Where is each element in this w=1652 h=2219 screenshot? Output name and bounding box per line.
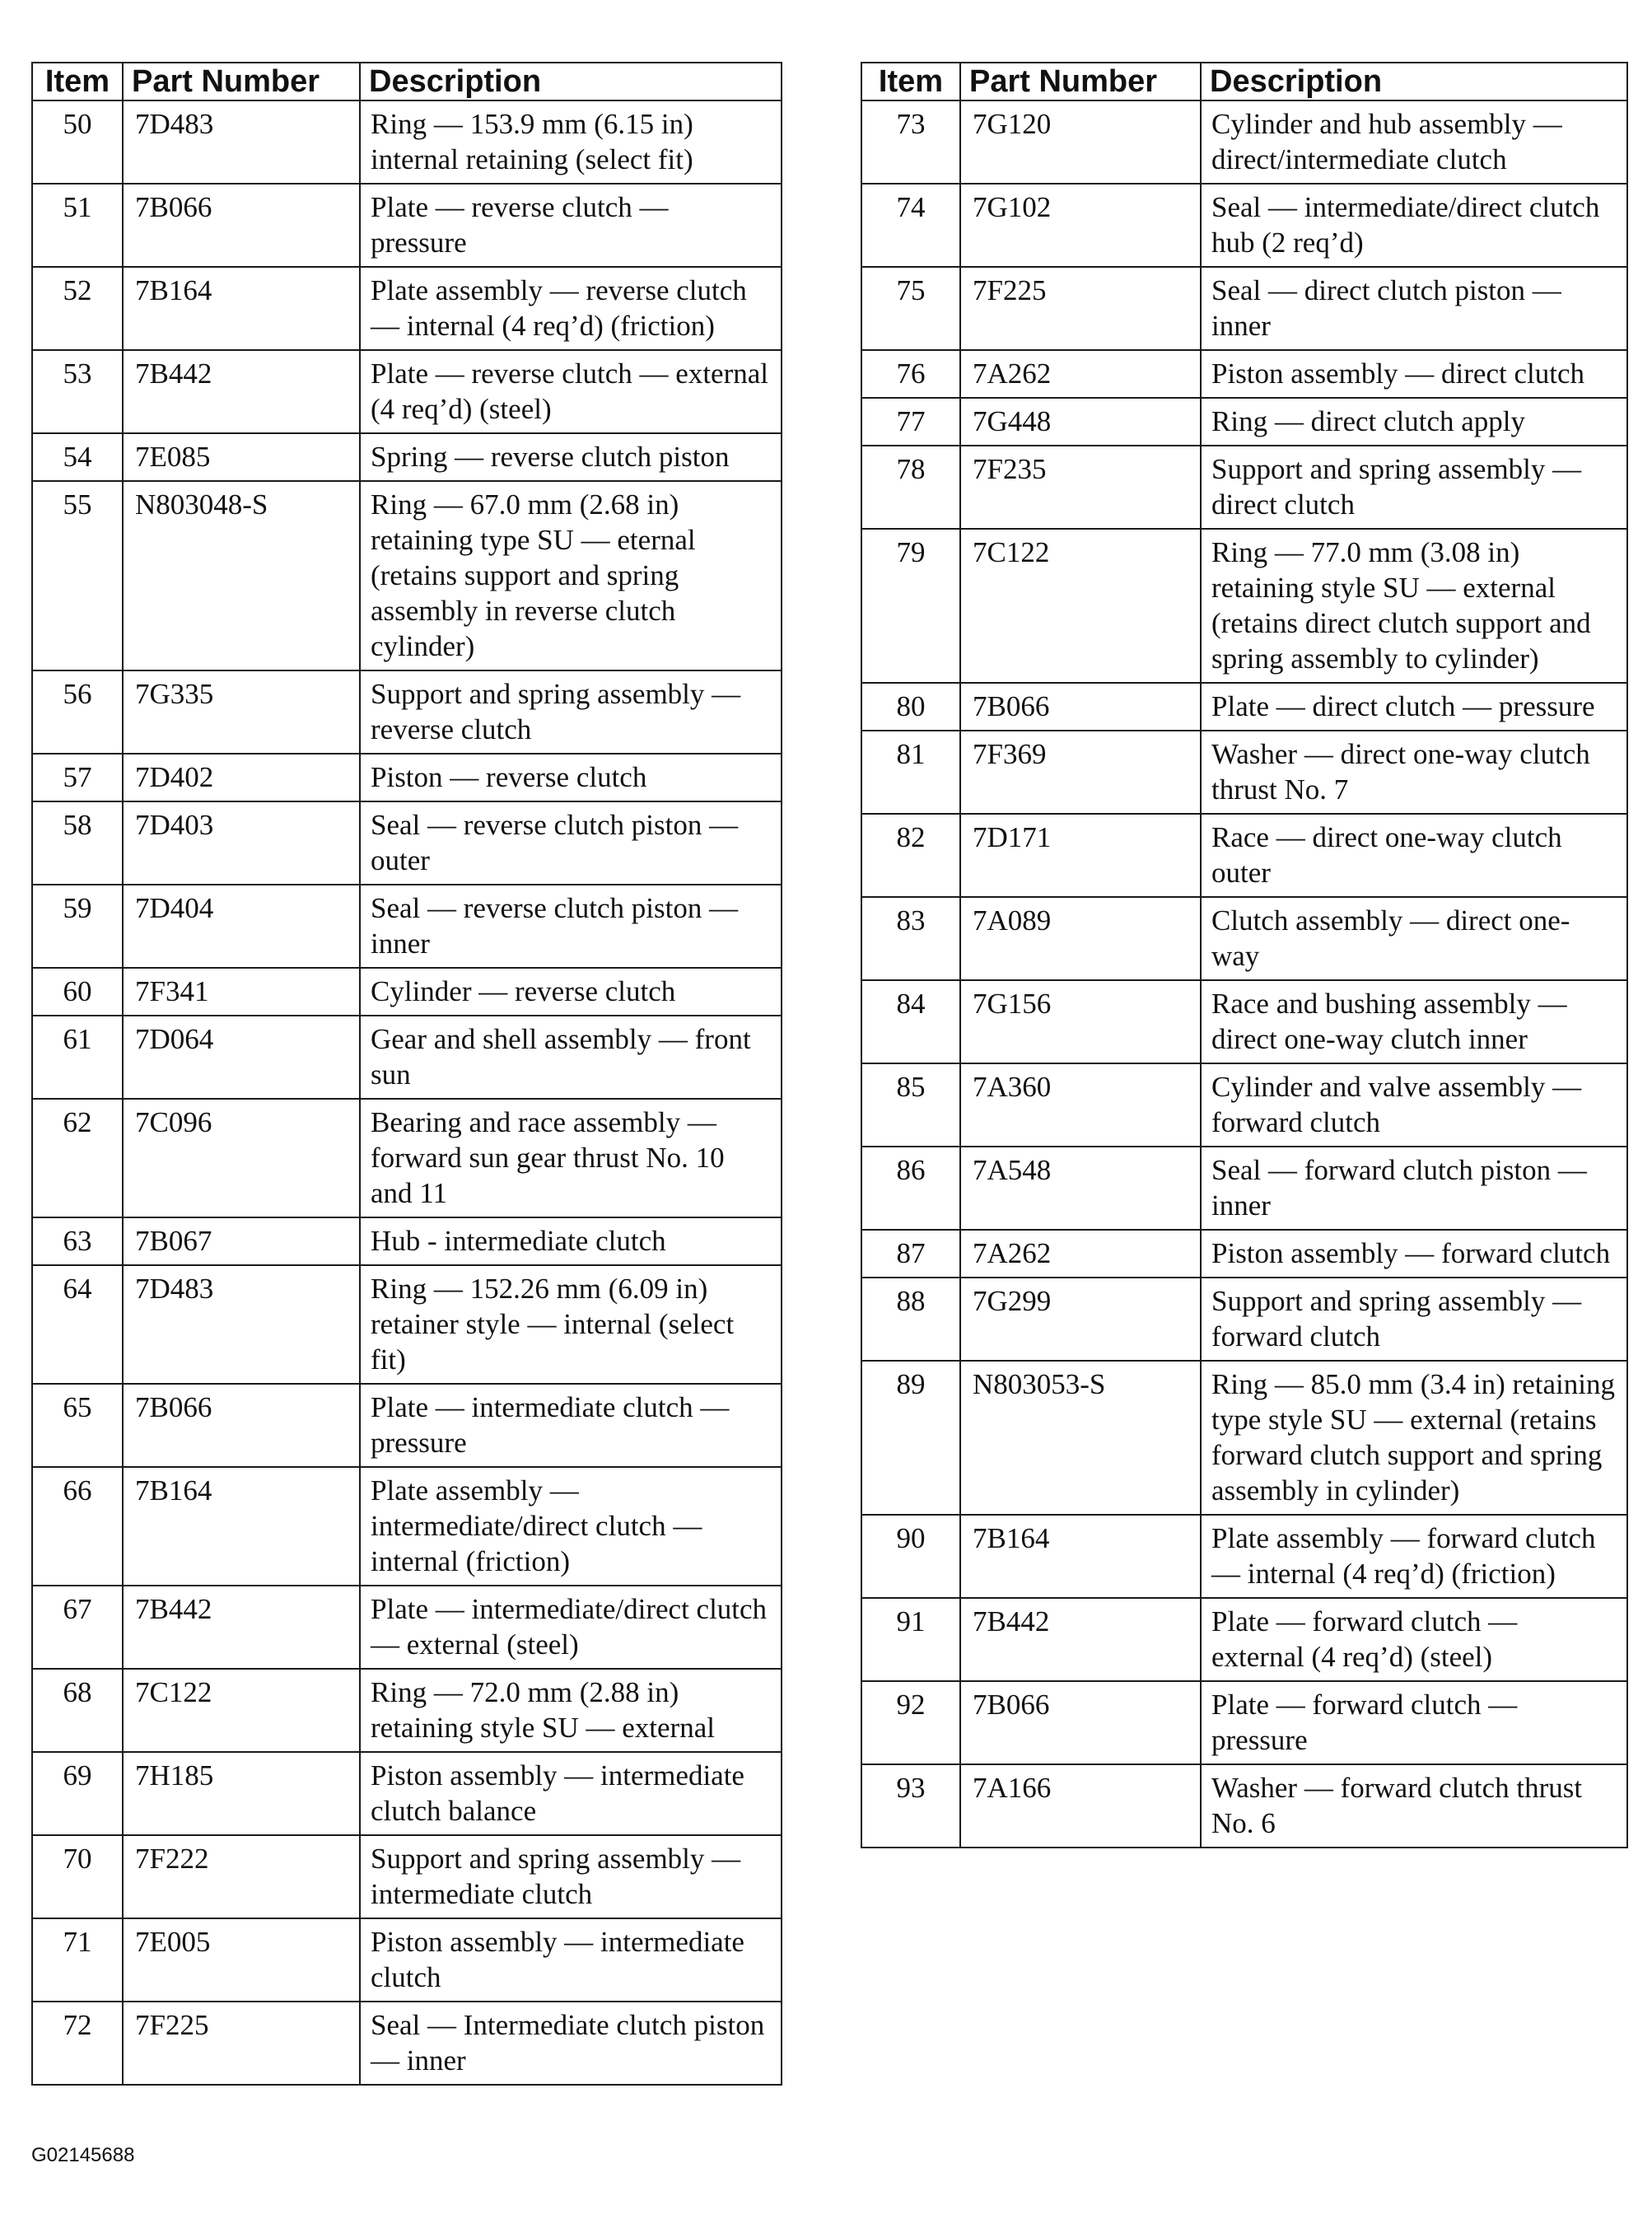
- description-cell: Cylinder and hub assembly — direct/intermediate clutch: [1201, 100, 1627, 184]
- part-number-cell: 7F341: [123, 968, 360, 1016]
- table-header-row: [32, 63, 782, 100]
- table-row: [32, 1467, 782, 1586]
- table-row: [32, 267, 782, 350]
- table-row: [861, 1230, 1627, 1278]
- item-cell: 73: [861, 100, 960, 184]
- item-cell: 61: [32, 1016, 123, 1099]
- part-number-cell: 7A262: [960, 350, 1201, 398]
- item-cell: 55: [32, 481, 123, 670]
- table-row: [32, 1265, 782, 1384]
- table-row: [32, 481, 782, 670]
- item-cell: 57: [32, 754, 123, 801]
- part-number-cell: 7E005: [123, 1918, 360, 2002]
- part-number-cell: 7C122: [960, 529, 1201, 683]
- description-cell: Seal — reverse clutch piston — inner: [360, 885, 782, 968]
- item-cell: 51: [32, 184, 123, 267]
- part-number-cell: 7C096: [123, 1099, 360, 1217]
- item-cell: 91: [861, 1598, 960, 1681]
- table-row: [861, 184, 1627, 267]
- item-cell: 67: [32, 1586, 123, 1669]
- description-cell: Plate — direct clutch — pressure: [1201, 683, 1627, 731]
- description-cell: Hub - intermediate clutch: [360, 1217, 782, 1265]
- item-cell: 68: [32, 1669, 123, 1752]
- table-row: [861, 1515, 1627, 1598]
- description-cell: Plate — reverse clutch — pressure: [360, 184, 782, 267]
- item-cell: 86: [861, 1147, 960, 1230]
- item-cell: 69: [32, 1752, 123, 1835]
- item-cell: 85: [861, 1063, 960, 1147]
- description-cell: Bearing and race assembly — forward sun gear thrust No. 10 and 11: [360, 1099, 782, 1217]
- table-row: [32, 1752, 782, 1835]
- table-row: [861, 446, 1627, 529]
- table-row: [32, 184, 782, 267]
- item-cell: 82: [861, 814, 960, 897]
- part-number-cell: 7D402: [123, 754, 360, 801]
- table-row: [32, 1669, 782, 1752]
- table-row: [32, 100, 782, 184]
- part-number-cell: 7B442: [960, 1598, 1201, 1681]
- part-number-cell: 7B164: [960, 1515, 1201, 1598]
- description-cell: Ring — 85.0 mm (3.4 in) retaining type style SU — external (retains forward clutch support and spring assembly in cylinder): [1201, 1361, 1627, 1515]
- header-description: Description: [1201, 63, 1627, 100]
- parts-table-left: [31, 62, 782, 2086]
- description-cell: Ring — 152.26 mm (6.09 in) retainer style — internal (select fit): [360, 1265, 782, 1384]
- description-cell: Plate — reverse clutch — external (4 req’d) (steel): [360, 350, 782, 433]
- description-cell: Piston — reverse clutch: [360, 754, 782, 801]
- table-row: [32, 1016, 782, 1099]
- description-cell: Race — direct one-way clutch outer: [1201, 814, 1627, 897]
- part-number-cell: 7B066: [123, 184, 360, 267]
- table-row: [861, 1598, 1627, 1681]
- item-cell: 59: [32, 885, 123, 968]
- part-number-cell: 7G335: [123, 670, 360, 754]
- table-row: [32, 968, 782, 1016]
- item-cell: 70: [32, 1835, 123, 1918]
- table-header-row: [861, 63, 1627, 100]
- item-cell: 65: [32, 1384, 123, 1467]
- description-cell: Clutch assembly — direct one-way: [1201, 897, 1627, 980]
- part-number-cell: 7B442: [123, 350, 360, 433]
- part-number-cell: 7B164: [123, 1467, 360, 1586]
- description-cell: Seal — Intermediate clutch piston — inner: [360, 2002, 782, 2085]
- part-number-cell: 7G156: [960, 980, 1201, 1063]
- description-cell: Support and spring assembly — intermediate clutch: [360, 1835, 782, 1918]
- description-cell: Ring — direct clutch apply: [1201, 398, 1627, 446]
- item-cell: 58: [32, 801, 123, 885]
- part-number-cell: 7C122: [123, 1669, 360, 1752]
- description-cell: Piston assembly — direct clutch: [1201, 350, 1627, 398]
- part-number-cell: 7B066: [123, 1384, 360, 1467]
- part-number-cell: 7D171: [960, 814, 1201, 897]
- description-cell: Piston assembly — forward clutch: [1201, 1230, 1627, 1278]
- table-row: [861, 1278, 1627, 1361]
- part-number-cell: 7A262: [960, 1230, 1201, 1278]
- description-cell: Seal — direct clutch piston — inner: [1201, 267, 1627, 350]
- table-row: [32, 754, 782, 801]
- description-cell: Plate assembly — intermediate/direct clutch — internal (friction): [360, 1467, 782, 1586]
- item-cell: 62: [32, 1099, 123, 1217]
- part-number-cell: 7E085: [123, 433, 360, 481]
- item-cell: 52: [32, 267, 123, 350]
- part-number-cell: 7B067: [123, 1217, 360, 1265]
- description-cell: Piston assembly — intermediate clutch: [360, 1918, 782, 2002]
- part-number-cell: 7G120: [960, 100, 1201, 184]
- table-row: [861, 1681, 1627, 1764]
- item-cell: 83: [861, 897, 960, 980]
- table-row: [861, 897, 1627, 980]
- description-cell: Support and spring assembly — reverse clutch: [360, 670, 782, 754]
- header-part-number: Part Number: [123, 63, 360, 100]
- item-cell: 64: [32, 1265, 123, 1384]
- item-cell: 77: [861, 398, 960, 446]
- item-cell: 79: [861, 529, 960, 683]
- table-row: [32, 1217, 782, 1265]
- table-row: [861, 350, 1627, 398]
- description-cell: Seal — reverse clutch piston — outer: [360, 801, 782, 885]
- header-description: Description: [360, 63, 782, 100]
- item-cell: 72: [32, 2002, 123, 2085]
- part-number-cell: 7F235: [960, 446, 1201, 529]
- part-number-cell: 7B066: [960, 1681, 1201, 1764]
- part-number-cell: 7A089: [960, 897, 1201, 980]
- description-cell: Piston assembly — intermediate clutch balance: [360, 1752, 782, 1835]
- item-cell: 92: [861, 1681, 960, 1764]
- part-number-cell: 7D483: [123, 100, 360, 184]
- item-cell: 76: [861, 350, 960, 398]
- table-row: [32, 1835, 782, 1918]
- part-number-cell: 7D404: [123, 885, 360, 968]
- description-cell: Support and spring assembly — direct clutch: [1201, 446, 1627, 529]
- table-row: [861, 100, 1627, 184]
- description-cell: Seal — intermediate/direct clutch hub (2 req’d): [1201, 184, 1627, 267]
- part-number-cell: 7F222: [123, 1835, 360, 1918]
- table-row: [32, 433, 782, 481]
- description-cell: Cylinder and valve assembly — forward clutch: [1201, 1063, 1627, 1147]
- description-cell: Ring — 67.0 mm (2.68 in) retaining type SU — eternal (retains support and spring assembly in reverse clutch cylinder): [360, 481, 782, 670]
- item-cell: 54: [32, 433, 123, 481]
- description-cell: Plate — forward clutch — external (4 req’d) (steel): [1201, 1598, 1627, 1681]
- description-cell: Washer — direct one-way clutch thrust No. 7: [1201, 731, 1627, 814]
- part-number-cell: 7F225: [960, 267, 1201, 350]
- description-cell: Plate assembly — forward clutch — internal (4 req’d) (friction): [1201, 1515, 1627, 1598]
- description-cell: Support and spring assembly — forward clutch: [1201, 1278, 1627, 1361]
- item-cell: 88: [861, 1278, 960, 1361]
- item-cell: 87: [861, 1230, 960, 1278]
- description-cell: Ring — 77.0 mm (3.08 in) retaining style SU — external (retains direct clutch support and spring assembly to cylinder): [1201, 529, 1627, 683]
- item-cell: 63: [32, 1217, 123, 1265]
- item-cell: 81: [861, 731, 960, 814]
- description-cell: Plate — intermediate/direct clutch — external (steel): [360, 1586, 782, 1669]
- description-cell: Plate — forward clutch — pressure: [1201, 1681, 1627, 1764]
- part-number-cell: 7G448: [960, 398, 1201, 446]
- header-item: Item: [861, 63, 960, 100]
- part-number-cell: 7A548: [960, 1147, 1201, 1230]
- table-row: [861, 529, 1627, 683]
- part-number-cell: 7B442: [123, 1586, 360, 1669]
- item-cell: 84: [861, 980, 960, 1063]
- table-row: [861, 814, 1627, 897]
- item-cell: 78: [861, 446, 960, 529]
- parts-table-right: [861, 62, 1628, 1848]
- table-row: [32, 885, 782, 968]
- part-number-cell: 7H185: [123, 1752, 360, 1835]
- header-part-number: Part Number: [960, 63, 1201, 100]
- part-number-cell: 7F369: [960, 731, 1201, 814]
- item-cell: 66: [32, 1467, 123, 1586]
- item-cell: 74: [861, 184, 960, 267]
- table-row: [32, 1586, 782, 1669]
- item-cell: 56: [32, 670, 123, 754]
- item-cell: 93: [861, 1764, 960, 1848]
- part-number-cell: 7D483: [123, 1265, 360, 1384]
- part-number-cell: N803053-S: [960, 1361, 1201, 1515]
- part-number-cell: 7B066: [960, 683, 1201, 731]
- header-item: Item: [32, 63, 123, 100]
- part-number-cell: 7A166: [960, 1764, 1201, 1848]
- table-row: [861, 731, 1627, 814]
- part-number-cell: 7A360: [960, 1063, 1201, 1147]
- description-cell: Plate — intermediate clutch — pressure: [360, 1384, 782, 1467]
- table-row: [32, 801, 782, 885]
- table-row: [32, 350, 782, 433]
- description-cell: Gear and shell assembly — front sun: [360, 1016, 782, 1099]
- item-cell: 89: [861, 1361, 960, 1515]
- part-number-cell: 7D064: [123, 1016, 360, 1099]
- description-cell: Race and bushing assembly — direct one-way clutch inner: [1201, 980, 1627, 1063]
- part-number-cell: 7D403: [123, 801, 360, 885]
- table-row: [32, 2002, 782, 2085]
- item-cell: 60: [32, 968, 123, 1016]
- item-cell: 90: [861, 1515, 960, 1598]
- description-cell: Washer — forward clutch thrust No. 6: [1201, 1764, 1627, 1848]
- table-row: [861, 1147, 1627, 1230]
- description-cell: Spring — reverse clutch piston: [360, 433, 782, 481]
- part-number-cell: 7G102: [960, 184, 1201, 267]
- description-cell: Ring — 153.9 mm (6.15 in) internal retaining (select fit): [360, 100, 782, 184]
- description-cell: Plate assembly — reverse clutch — internal (4 req’d) (friction): [360, 267, 782, 350]
- table-row: [861, 267, 1627, 350]
- table-row: [861, 1063, 1627, 1147]
- part-number-cell: N803048-S: [123, 481, 360, 670]
- table-row: [32, 1384, 782, 1467]
- description-cell: Ring — 72.0 mm (2.88 in) retaining style SU — external: [360, 1669, 782, 1752]
- table-row: [861, 398, 1627, 446]
- item-cell: 53: [32, 350, 123, 433]
- part-number-cell: 7B164: [123, 267, 360, 350]
- item-cell: 75: [861, 267, 960, 350]
- table-row: [861, 1764, 1627, 1848]
- part-number-cell: 7G299: [960, 1278, 1201, 1361]
- item-cell: 71: [32, 1918, 123, 2002]
- description-cell: Seal — forward clutch piston — inner: [1201, 1147, 1627, 1230]
- table-row: [32, 1099, 782, 1217]
- table-row: [861, 1361, 1627, 1515]
- table-row: [32, 1918, 782, 2002]
- item-cell: 50: [32, 100, 123, 184]
- item-cell: 80: [861, 683, 960, 731]
- part-number-cell: 7F225: [123, 2002, 360, 2085]
- figure-id: G02145688: [31, 2144, 135, 2166]
- table-row: [861, 980, 1627, 1063]
- table-row: [32, 670, 782, 754]
- description-cell: Cylinder — reverse clutch: [360, 968, 782, 1016]
- table-row: [861, 683, 1627, 731]
